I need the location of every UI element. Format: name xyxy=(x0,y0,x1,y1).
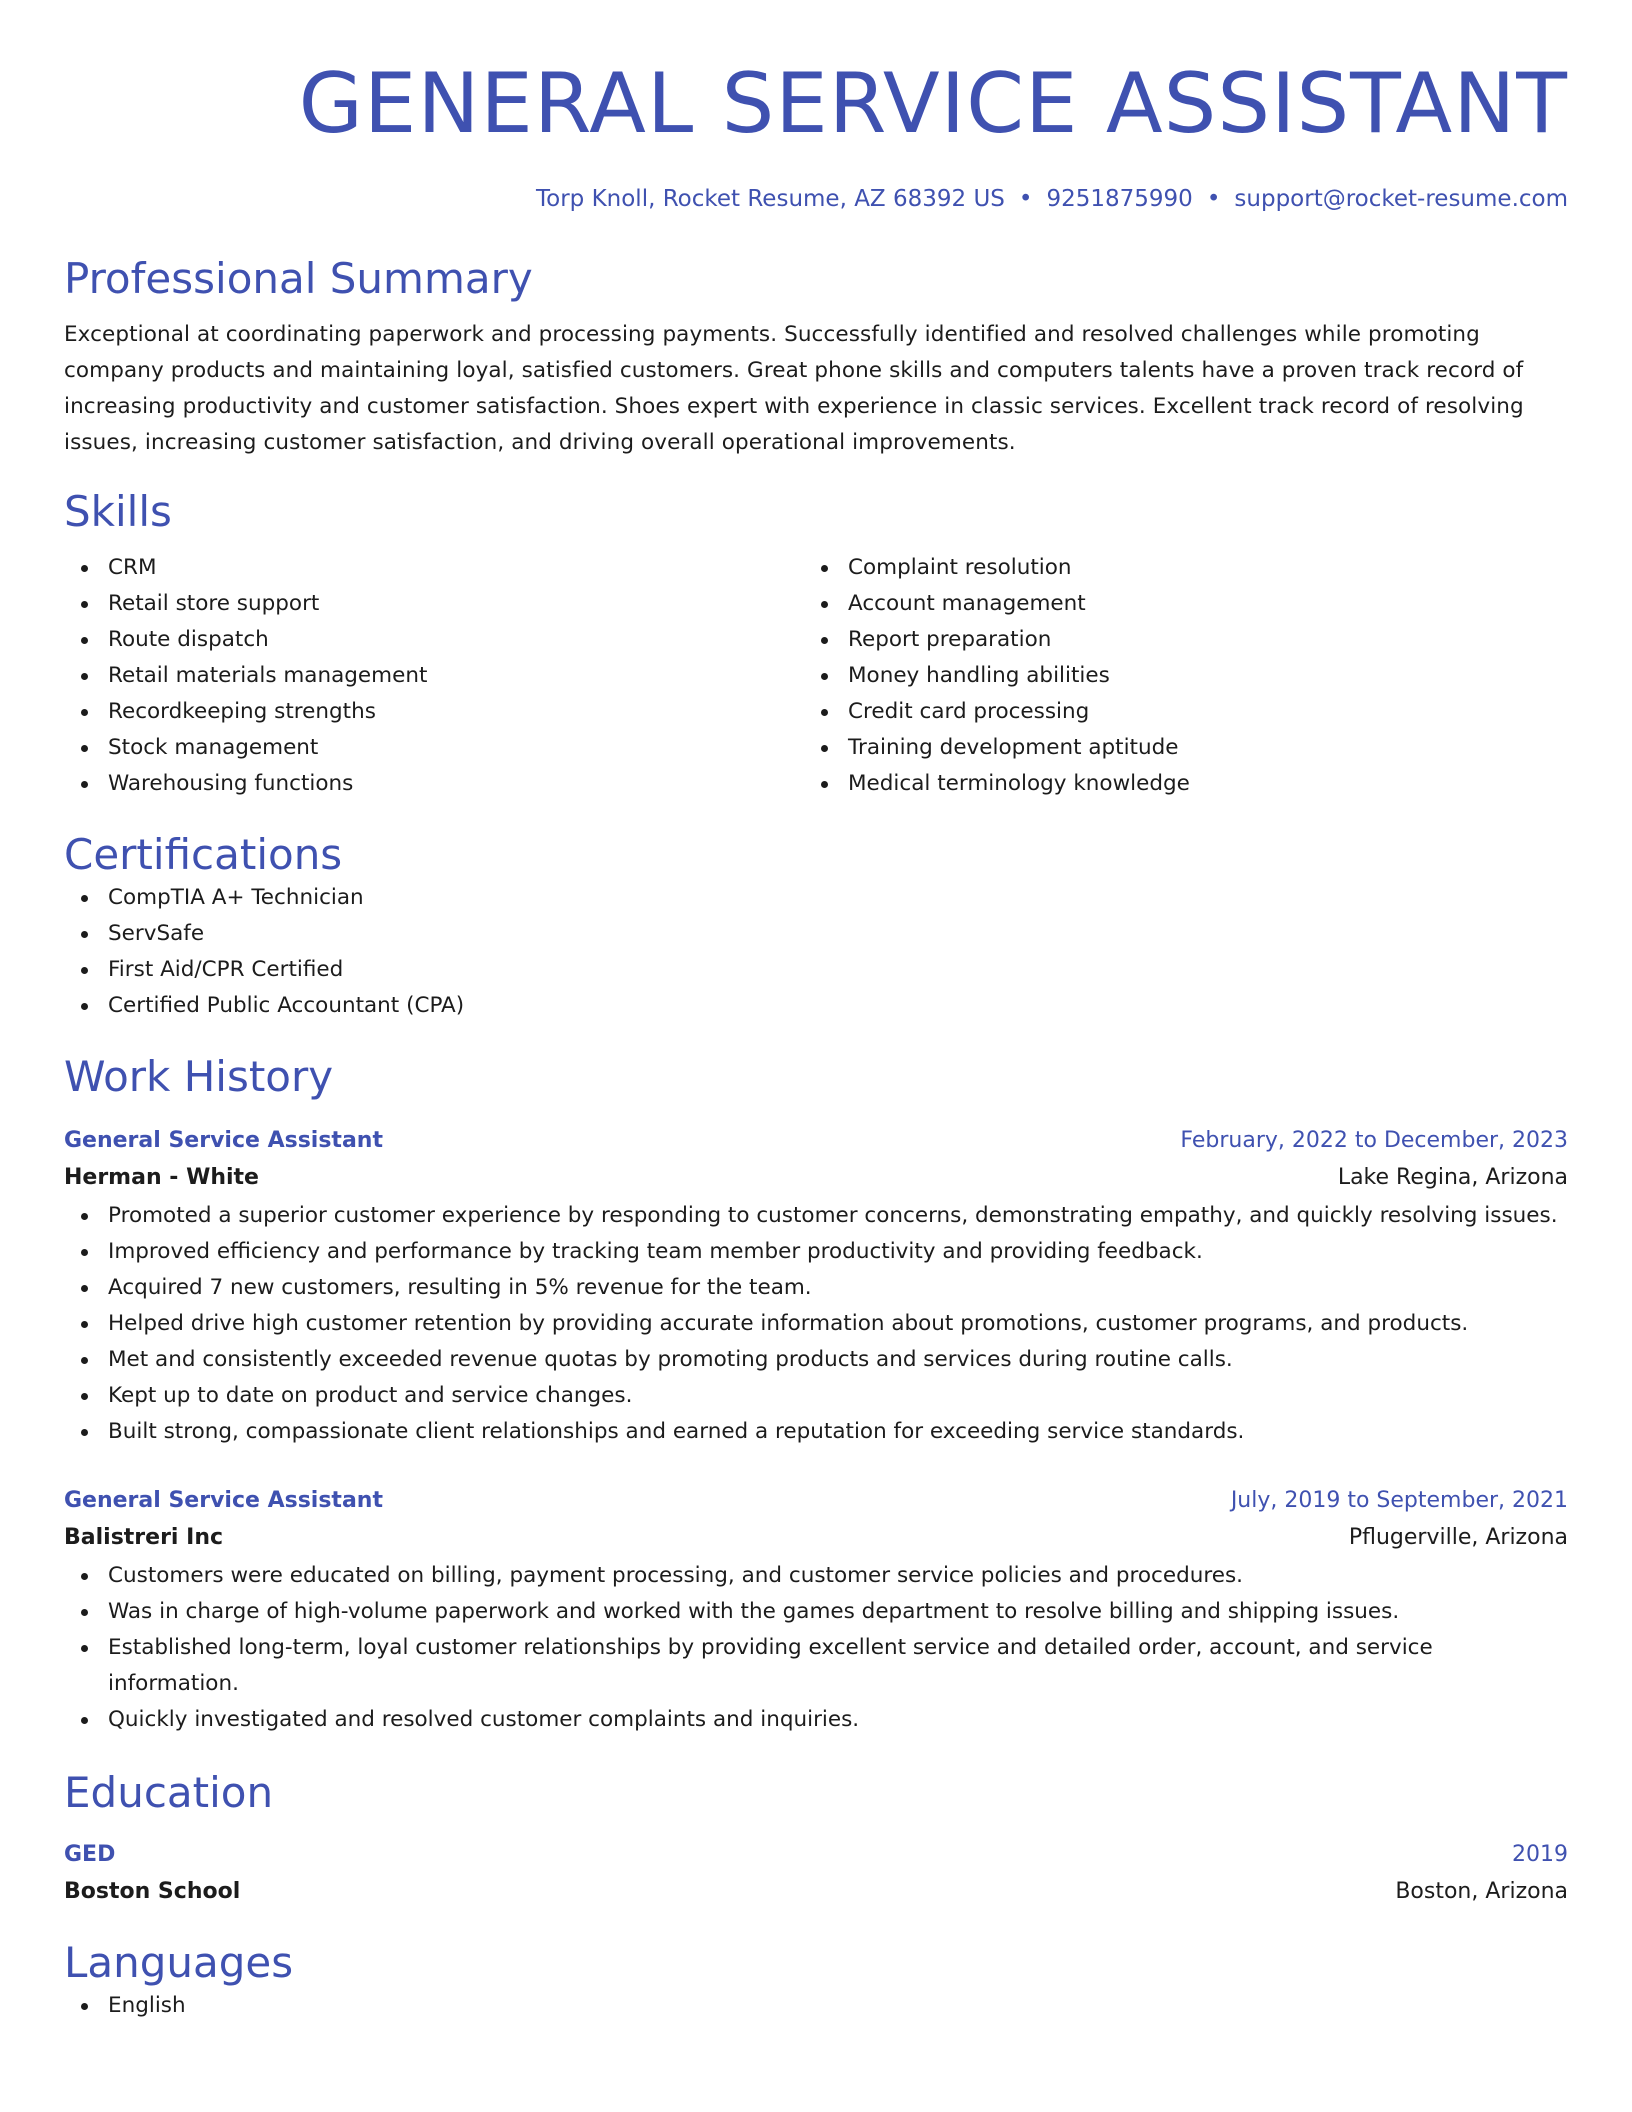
list-item: Recordkeeping strengths xyxy=(108,694,804,730)
list-item: Stock management xyxy=(108,730,804,766)
list-item: ServSafe xyxy=(108,916,1568,952)
certifications-list xyxy=(64,880,1568,1024)
list-item: Report preparation xyxy=(848,622,1544,658)
skills-list xyxy=(64,550,804,802)
list-item: CRM xyxy=(108,550,804,586)
skills-list xyxy=(804,550,1544,802)
section-title: Education xyxy=(64,1768,274,1817)
list-item: Certified Public Accountant (CPA) xyxy=(108,988,1568,1024)
skills-column-right xyxy=(804,550,1544,802)
job-bullets xyxy=(64,1558,1568,1738)
job-location: Lake Regina, Arizona xyxy=(1337,1165,1568,1190)
education-school-row xyxy=(64,1872,1568,1912)
resume-header xyxy=(64,0,1568,214)
job-bullets xyxy=(64,1198,1568,1450)
education-header-row xyxy=(64,1838,1568,1872)
section-title: Skills xyxy=(64,487,172,536)
list-item: Account management xyxy=(848,586,1544,622)
certifications-section xyxy=(64,830,1568,1024)
list-item: Built strong, compassionate client relationships and earned a reputation for exceeding service standards. xyxy=(108,1414,1568,1450)
skills-section xyxy=(64,487,1568,802)
job-title: General Service Assistant xyxy=(64,1128,383,1153)
education-section xyxy=(64,1768,1568,1912)
list-item: Customers were educated on billing, payment processing, and customer service policies and procedures. xyxy=(108,1558,1568,1594)
contact-address: Torp Knoll, Rocket Resume, AZ 68392 US xyxy=(536,186,1005,212)
list-item: Established long-term, loyal customer relationships by providing excellent service and detailed order, account, and service information. xyxy=(108,1630,1568,1702)
education-degree: GED xyxy=(64,1842,116,1867)
list-item: Met and consistently exceeded revenue quotas by promoting products and services during routine calls. xyxy=(108,1342,1568,1378)
list-item: Helped drive high customer retention by providing accurate information about promotions, customer programs, and products. xyxy=(108,1306,1568,1342)
languages-section xyxy=(64,1938,1568,2024)
job-company-row xyxy=(64,1158,1568,1198)
list-item: Complaint resolution xyxy=(848,550,1544,586)
job-company: Herman - White xyxy=(64,1165,259,1190)
contact-separator: • xyxy=(1206,186,1221,212)
job-dates: February, 2022 to December, 2023 xyxy=(1180,1128,1568,1153)
job-location: Pflugerville, Arizona xyxy=(1348,1525,1568,1550)
contact-phone: 9251875990 xyxy=(1046,186,1193,212)
list-item: Retail store support xyxy=(108,586,804,622)
list-item: Promoted a superior customer experience by responding to customer concerns, demonstrating empathy, and quickly resolving issues. xyxy=(108,1198,1568,1234)
list-item: Warehousing functions xyxy=(108,766,804,802)
section-title: Professional Summary xyxy=(64,254,533,303)
job-entry xyxy=(64,1124,1568,1450)
job-entry xyxy=(64,1484,1568,1738)
list-item: Was in charge of high-volume paperwork and worked with the games department to resolve billing and shipping issues. xyxy=(108,1594,1568,1630)
list-item: Medical terminology knowledge xyxy=(848,766,1544,802)
education-school: Boston School xyxy=(64,1879,241,1904)
job-header-row xyxy=(64,1484,1568,1518)
education-entry xyxy=(64,1838,1568,1912)
list-item: Kept up to date on product and service changes. xyxy=(108,1378,1568,1414)
education-location: Boston, Arizona xyxy=(1395,1879,1568,1904)
professional-summary-section xyxy=(64,254,1568,461)
job-company-row xyxy=(64,1518,1568,1558)
work-history-section xyxy=(64,1052,1568,1738)
list-item: Route dispatch xyxy=(108,622,804,658)
list-item: Training development aptitude xyxy=(848,730,1544,766)
contact-email: support@rocket-resume.com xyxy=(1234,186,1568,212)
contact-line xyxy=(64,184,1568,214)
candidate-name: GENERAL SERVICE ASSISTANT xyxy=(298,55,1568,152)
summary-text: Exceptional at coordinating paperwork and processing payments. Successfully identified and resolved challenges while promoting company products and maintaining loyal, satisfied customers. Great phone skills and computers talents have a proven track record of increasing productivity and customer satisfaction. Shoes expert with experience in classic services. Excellent track record of resolving issues, increasing customer satisfaction, and driving overall operational improvements. xyxy=(64,322,1524,455)
list-item: Retail materials management xyxy=(108,658,804,694)
job-company: Balistreri Inc xyxy=(64,1525,224,1550)
list-item: Credit card processing xyxy=(848,694,1544,730)
section-title: Languages xyxy=(64,1938,294,1987)
skills-grid xyxy=(64,550,1568,802)
list-item: Improved efficiency and performance by tracking team member productivity and providing feedback. xyxy=(108,1234,1568,1270)
contact-separator: • xyxy=(1018,186,1033,212)
section-title: Work History xyxy=(64,1052,334,1101)
list-item: Acquired 7 new customers, resulting in 5% revenue for the team. xyxy=(108,1270,1568,1306)
list-item: CompTIA A+ Technician xyxy=(108,880,1568,916)
job-header-row xyxy=(64,1124,1568,1158)
job-title: General Service Assistant xyxy=(64,1488,383,1513)
languages-list xyxy=(64,1988,1568,2024)
list-item: Quickly investigated and resolved customer complaints and inquiries. xyxy=(108,1702,1568,1738)
section-title: Certifications xyxy=(64,830,343,879)
education-year: 2019 xyxy=(1512,1842,1568,1867)
list-item: First Aid/CPR Certified xyxy=(108,952,1568,988)
skills-column-left xyxy=(64,550,804,802)
job-dates: July, 2019 to September, 2021 xyxy=(1230,1488,1568,1513)
list-item: Money handling abilities xyxy=(848,658,1544,694)
list-item: English xyxy=(108,1988,1568,2024)
